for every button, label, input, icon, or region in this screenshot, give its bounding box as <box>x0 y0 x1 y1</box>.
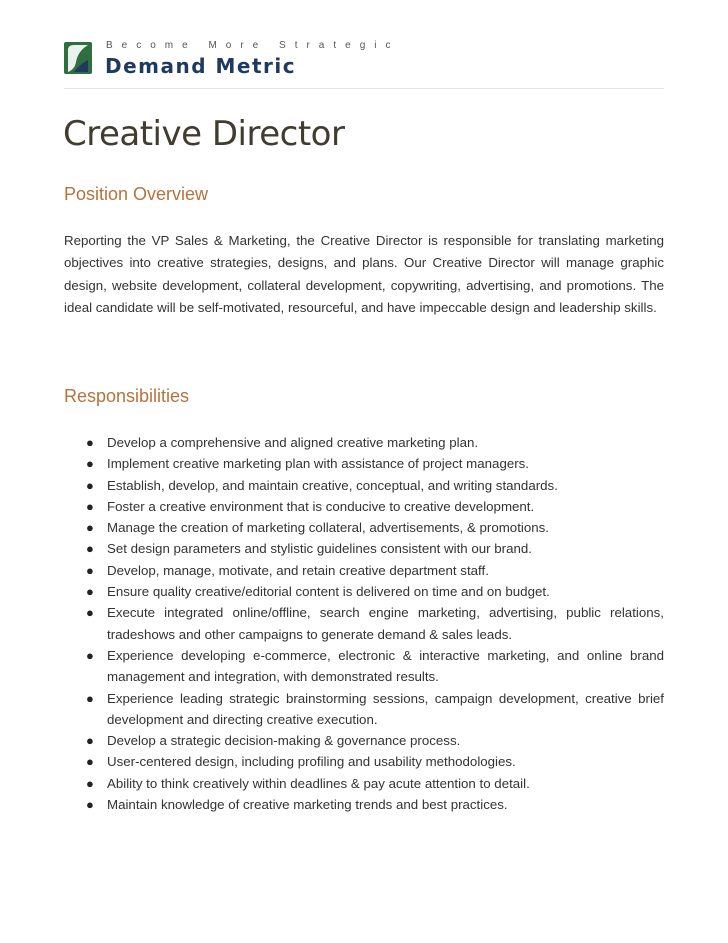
list-item-text: Develop a strategic decision-making & governance process. <box>107 733 461 749</box>
bullet-icon: ● <box>86 562 94 578</box>
list-item <box>64 453 664 474</box>
list-item <box>64 773 664 794</box>
list-item <box>64 688 664 731</box>
header-divider <box>64 88 664 89</box>
bullet-icon: ● <box>86 498 94 514</box>
list-item-text: User-centered design, including profiling and usability methodologies. <box>107 754 516 770</box>
list-item-text: Develop a comprehensive and aligned creative marketing plan. <box>107 435 479 450</box>
bullet-icon: ● <box>86 690 94 706</box>
list-item-text: Manage the creation of marketing collateral, advertisements, & promotions. <box>107 520 549 536</box>
responsibilities-heading: Responsibilities <box>64 386 190 406</box>
position-overview-heading: Position Overview <box>64 184 209 204</box>
bullet-icon: ● <box>86 520 94 536</box>
tagline: Become More Strategic <box>106 40 400 51</box>
bullet-icon: ● <box>86 797 94 813</box>
bullet-icon: ● <box>86 775 94 791</box>
list-item <box>64 538 664 559</box>
bullet-icon: ● <box>86 733 94 749</box>
list-item <box>64 794 664 815</box>
list-item <box>64 730 664 751</box>
list-item-text: Develop, manage, motivate, and retain creative department staff. <box>107 562 489 578</box>
bullet-icon: ● <box>86 754 94 770</box>
list-item <box>64 602 664 645</box>
bullet-icon: ● <box>86 456 94 472</box>
bullet-icon: ● <box>86 584 94 600</box>
position-overview-text: Reporting the VP Sales & Marketing, the Creative Director is responsible for translating marketing objectives into creative strategies, designs, and plans. Our Creative Director will manage graphic design, website development, collateral development, copywriting, advertising, and promotions. The ideal candidate will be self-motivated, resourceful, and have impeccable design and leadership skills. <box>64 233 664 316</box>
list-item <box>64 751 664 772</box>
list-item <box>64 581 664 602</box>
list-item <box>64 517 664 538</box>
list-item-text: Ability to think creatively within deadlines & pay acute attention to detail. <box>107 775 530 791</box>
list-item-text: Maintain knowledge of creative marketing trends and best practices. <box>107 797 508 813</box>
list-item <box>64 432 664 453</box>
bullet-icon: ● <box>86 647 94 663</box>
list-item <box>64 475 664 496</box>
bullet-icon: ● <box>86 477 94 493</box>
list-item <box>64 560 664 581</box>
demand-metric-logo-icon <box>64 42 92 74</box>
page-title: Creative Director <box>63 114 345 154</box>
list-item-text: Experience leading strategic brainstorming sessions, campaign development, creative brief development and directing creative execution. <box>107 690 664 727</box>
bullet-icon: ● <box>86 541 94 557</box>
responsibilities-list <box>64 432 664 815</box>
list-item-text: Execute integrated online/offline, search engine marketing, advertising, public relations, tradeshows and other campaigns to generate demand & sales leads. <box>107 605 664 642</box>
list-item <box>64 645 664 688</box>
list-item-text: Establish, develop, and maintain creative, conceptual, and writing standards. <box>107 477 558 493</box>
list-item-text: Implement creative marketing plan with assistance of project managers. <box>107 456 530 472</box>
list-item-text: Ensure quality creative/editorial content is delivered on time and on budget. <box>107 584 550 600</box>
bullet-icon: ● <box>86 605 94 621</box>
list-item-text: Foster a creative environment that is conducive to creative development. <box>107 498 535 514</box>
header <box>64 38 664 88</box>
bullet-icon: ● <box>86 435 94 450</box>
brand-name: Demand Metric <box>105 54 297 78</box>
list-item-text: Experience developing e-commerce, electronic & interactive marketing, and online brand management and integration, with demonstrated results. <box>107 647 664 685</box>
list-item-text: Set design parameters and stylistic guidelines consistent with our brand. <box>107 541 532 557</box>
list-item <box>64 496 664 517</box>
